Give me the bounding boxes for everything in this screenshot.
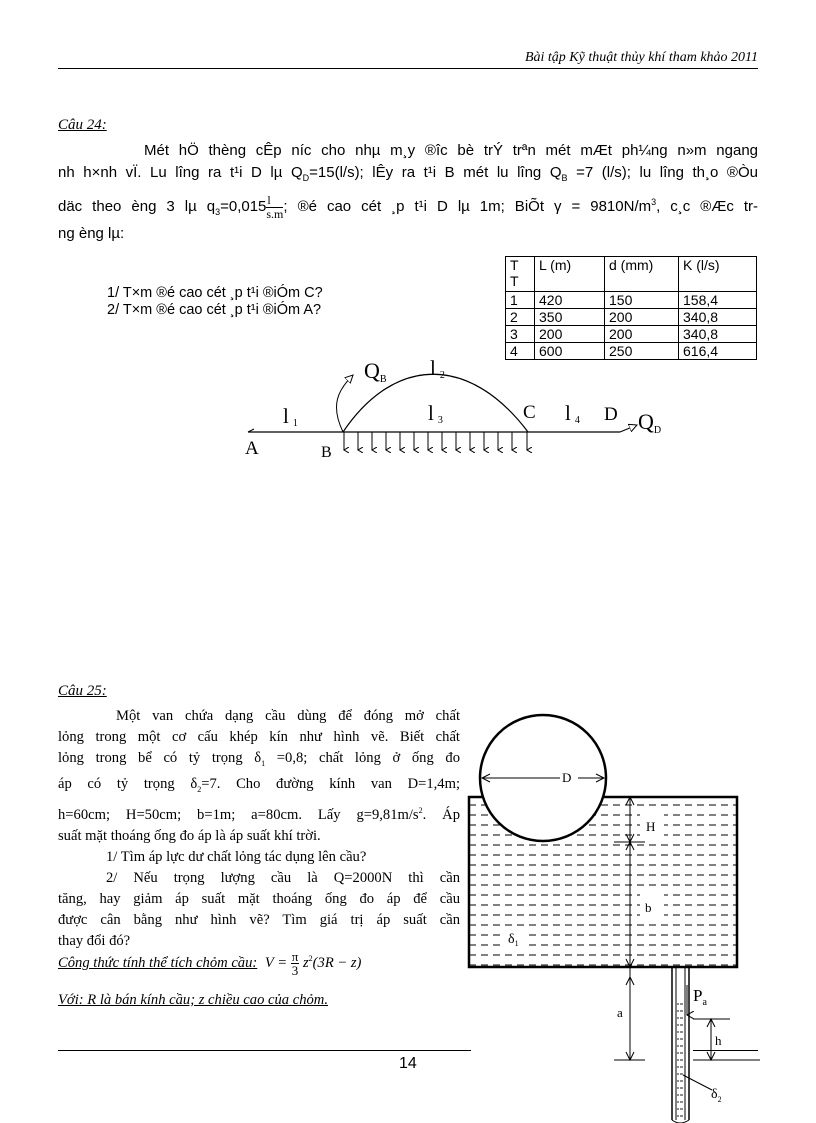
- node-d-label: D: [604, 404, 618, 425]
- delta1-label: $\delta_1$: [508, 932, 519, 948]
- q24-line-1: Mét hÖ thèng cÊp níc cho nhµ m¸y ®îc bè trÝ trªn mét mÆt ph¼ng n»m ngang: [144, 142, 758, 159]
- q24-line-4: ng èng lµ:: [58, 225, 125, 242]
- q24-req-2: 2/ T×m ®é cao cét ¸p t¹i ®iÓm A?: [107, 302, 322, 318]
- b-label-bg: [640, 894, 664, 920]
- qd-label: QD: [638, 409, 662, 436]
- footer-rule-left: [58, 1050, 471, 1051]
- q25-line-5: h=60cm; H=50cm; b=1m; a=80cm. Lấy $g=9,81m/s^2$. Áp: [58, 805, 460, 823]
- q25-line-1: Một van chứa dạng cầu dùng để đóng mở chất: [116, 708, 460, 724]
- table-header-cell: T T: [506, 257, 535, 292]
- table-cell: 250: [605, 343, 679, 360]
- q25-question-2-line-4: thay đổi đó?: [58, 932, 131, 949]
- q25-question-2-line-2: tăng, hay giảm áp suất mặt thoáng ống đo áp để cầu: [58, 890, 460, 907]
- q25-line-4: áp có tỷ trọng $\delta_2=7$. Cho đường kính van D=1,4m;: [58, 775, 460, 794]
- table-header-cell: L (m): [535, 257, 605, 292]
- manometer-liquid: [677, 1000, 684, 1123]
- formula-fraction: $\frac{\pi}{3}$: [291, 949, 299, 978]
- q24-req-1: 1/ T×m ®é cao cét ¸p t¹i ®iÓm C?: [107, 285, 323, 301]
- b-label: b: [645, 900, 652, 915]
- formula-paren: (3R − z): [312, 954, 362, 971]
- q25-note: Với: R là bán kính cầu; z chiều cao của chỏm.: [58, 992, 328, 1008]
- q25-line-3: lỏng trong bể có tỷ trọng $\delta_1 =0,8$; chất lỏng ở ống đo: [58, 750, 460, 768]
- delta2-label: $\delta_2$: [711, 1087, 722, 1104]
- table-cell: 200: [605, 309, 679, 326]
- table-cell: 1: [506, 292, 535, 309]
- H-label: H: [646, 819, 656, 834]
- diameter-label: D: [562, 770, 572, 785]
- delta2-leader: [683, 1075, 712, 1090]
- q25-line-2: lỏng trong một cơ cấu khép kín như hình vẽ. Biết chất: [58, 729, 460, 745]
- q24-line-2: nh h×nh vÏ. Lu lîng ra t¹i D lµ $Q_D=15(l/s)$; lÊy ra t¹i B mét lu lîng $Q_B =7$ (l/s); lu lîng th¸o ®Òu: [58, 164, 758, 183]
- pa-label: $P_a$: [693, 986, 707, 1008]
- q25-question-2-line-3: được cân bằng như hình vẽ? Tìm giá trị áp suất cần: [58, 911, 460, 928]
- page-number: 14: [399, 1055, 417, 1072]
- a-label: a: [617, 1005, 623, 1020]
- q24-fraction: $\frac{l}{s.m}$: [266, 192, 284, 221]
- h-label: h: [715, 1033, 722, 1048]
- q24-line-3: däc theo èng 3 lµ $q_3=0,015$ $\frac{l}{s.m}$ ; ®é cao cét ¸p t¹i D lµ 1m; BiÕt $\gamma = 9810N/m^3$, c¸c ®Æc tr-: [58, 192, 758, 221]
- running-header: Bài tập Kỹ thuật thủy khí tham khảo 2011: [524, 50, 758, 65]
- table-header-cell: d (mm): [605, 257, 679, 292]
- q25-question-1: 1/ Tìm áp lực dư chất lỏng tác dụng lên cầu?: [106, 848, 367, 865]
- table-cell: 200: [605, 326, 679, 343]
- l3-label: l 3: [428, 401, 443, 426]
- table-cell: 200: [535, 326, 605, 343]
- table-cell: 150: [605, 292, 679, 309]
- table-cell: 340,8: [679, 309, 757, 326]
- l1-label: l 1: [283, 404, 298, 429]
- qb-label: QB: [364, 358, 387, 385]
- table-cell: 616,4: [679, 343, 757, 360]
- formula-z: z: [302, 954, 309, 971]
- table-cell: 158,4: [679, 292, 757, 309]
- table-cell: 350: [535, 309, 605, 326]
- table-cell: 600: [535, 343, 605, 360]
- q25-title: Câu 25:: [58, 683, 107, 699]
- q24-title: Câu 24:: [58, 117, 107, 133]
- l2-label: l 2: [430, 356, 445, 381]
- node-a-label: A: [245, 438, 259, 459]
- table-cell: 2: [506, 309, 535, 326]
- q25-question-2-line-1: 2/ Nếu trọng lượng cầu là Q=2000N thì cần: [106, 869, 460, 886]
- table-header-cell: K (l/s): [679, 257, 757, 292]
- formula-label: Công thức tính thể tích chỏm cầu:: [58, 954, 258, 971]
- node-b-label: B: [321, 444, 332, 461]
- table-cell: 4: [506, 343, 535, 360]
- l4-label: l 4: [565, 401, 580, 426]
- node-c-label: C: [523, 402, 536, 423]
- footer-rule-right: [693, 1050, 758, 1051]
- q25-formula-line: Công thức tính thể tích chỏm cầu: V = $\frac{\pi}{3}$ $z^2(3R - z)$: [58, 949, 362, 978]
- table-cell: 420: [535, 292, 605, 309]
- table-cell: 3: [506, 326, 535, 343]
- formula-lhs: V =: [264, 954, 288, 971]
- q25-line-6: suất mặt thoáng ống đo áp là áp suất khí trời.: [58, 827, 321, 844]
- table-cell: 340,8: [679, 326, 757, 343]
